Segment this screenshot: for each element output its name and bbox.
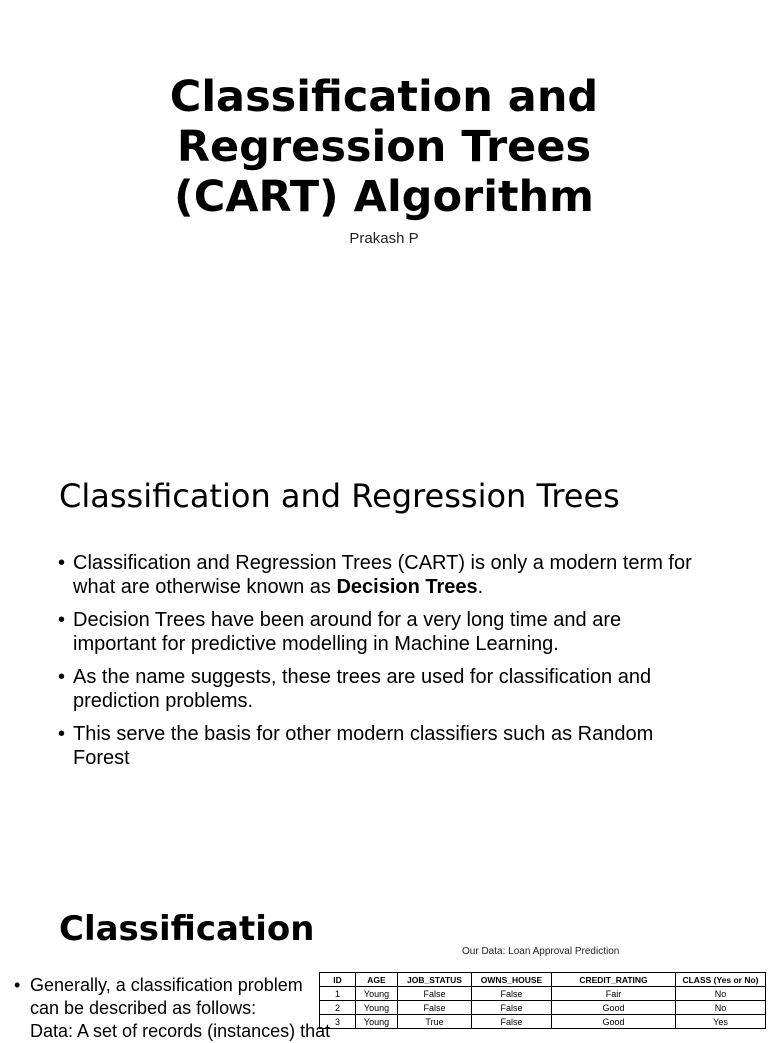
bullet-text: Generally, a classification problem <box>30 975 303 995</box>
bullet-text: Decision Trees have been around for a very long time and are important for predictive modelling in Machine Learning. <box>73 609 622 655</box>
bullet-item <box>58 551 708 599</box>
column-header: JOB_STATUS <box>398 973 472 987</box>
presentation-title <box>0 72 768 222</box>
bullet-item <box>14 974 331 1043</box>
bullet-item <box>58 665 708 713</box>
bullet-text: This serve the basis for other modern classifiers such as Random Forest <box>73 723 654 769</box>
table-cell: No <box>676 987 766 1001</box>
table-cell: 3 <box>320 1015 356 1029</box>
table-cell: Fair <box>552 987 676 1001</box>
table-cell: No <box>676 1001 766 1015</box>
table-cell: Young <box>356 1001 398 1015</box>
table-cell: False <box>398 987 472 1001</box>
bullet-item <box>58 722 708 770</box>
bullet-bold-term: Decision Trees <box>336 576 478 598</box>
slide-heading: Classification and Regression Trees <box>59 477 620 515</box>
table-cell: 1 <box>320 987 356 1001</box>
table-row <box>320 1015 766 1029</box>
bullet-item <box>58 608 708 656</box>
bullet-text: Classification and Regression Trees (CART) is only a modern term for what are otherwise known as <box>73 552 692 598</box>
bullet-text: As the name suggests, these trees are used for classification and prediction problems. <box>73 666 652 712</box>
table-cell: Good <box>552 1015 676 1029</box>
bullet-list <box>14 974 331 1043</box>
table-cell: Young <box>356 1015 398 1029</box>
bullet-text: . <box>477 576 484 598</box>
table-cell: False <box>472 1015 552 1029</box>
loan-data-table <box>319 972 766 1029</box>
column-header: CREDIT_RATING <box>552 973 676 987</box>
column-header: ID <box>320 973 356 987</box>
classification-slide <box>0 880 768 1041</box>
bullet-icon: • <box>58 666 66 688</box>
bullet-text: can be described as follows: <box>30 998 257 1018</box>
title-slide <box>0 0 768 440</box>
title-line: Classification and <box>169 72 599 122</box>
column-header: OWNS_HOUSE <box>472 973 552 987</box>
table-cell: False <box>472 987 552 1001</box>
table-row <box>320 1001 766 1015</box>
table-caption: Our Data: Loan Approval Prediction <box>462 946 620 957</box>
table-cell: Good <box>552 1001 676 1015</box>
intro-slide <box>0 440 768 880</box>
title-line: Regression Trees <box>176 122 592 172</box>
bullet-list <box>58 551 708 779</box>
table-cell: False <box>472 1001 552 1015</box>
bullet-text: Data: A set of records (instances) that <box>30 1021 331 1041</box>
bullet-icon: • <box>58 609 66 631</box>
column-header: AGE <box>356 973 398 987</box>
table-cell: True <box>398 1015 472 1029</box>
table-cell: Yes <box>676 1015 766 1029</box>
bullet-icon: • <box>58 552 66 574</box>
bullet-icon: • <box>14 975 21 995</box>
slide-heading: Classification <box>59 909 315 949</box>
bullet-icon: • <box>58 723 66 745</box>
table-cell: False <box>398 1001 472 1015</box>
table-cell: Young <box>356 987 398 1001</box>
table-header-row <box>320 973 766 987</box>
column-header: CLASS (Yes or No) <box>676 973 766 987</box>
author-name: Prakash P <box>349 230 419 247</box>
table-cell: 2 <box>320 1001 356 1015</box>
title-line: (CART) Algorithm <box>174 172 594 222</box>
table-row <box>320 987 766 1001</box>
